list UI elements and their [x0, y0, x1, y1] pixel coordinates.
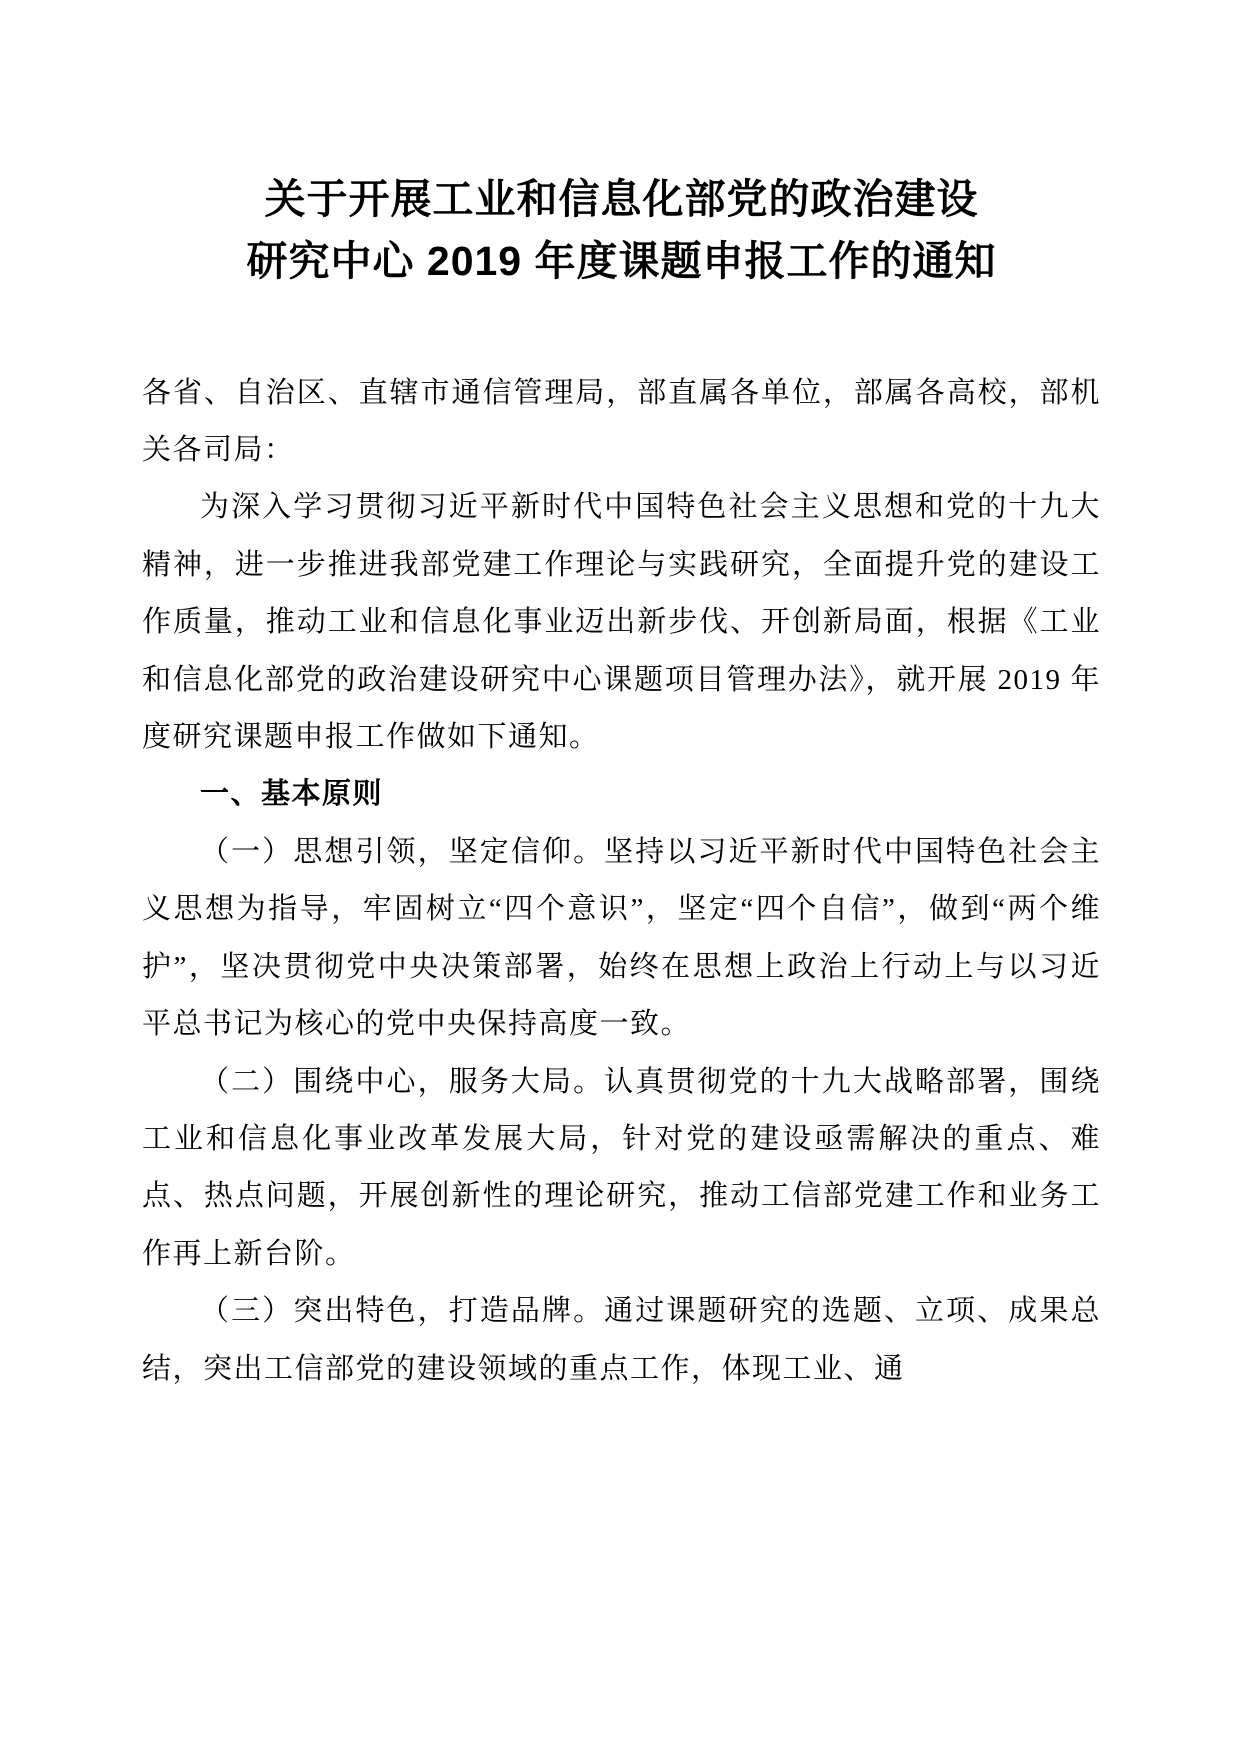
document-body: [142, 365, 1101, 1398]
title-line-2: 研究中心 2019 年度课题申报工作的通知: [246, 238, 997, 285]
document-title: [142, 168, 1101, 293]
paragraph: （二）围绕中心，服务大局。认真贯彻党的十九大战略部署，围绕工业和信息化事业改革发展大局，针对党的建设亟需解决的重点、难点、热点问题，开展创新性的理论研究，推动工信部党建工作和业务工作再上新台阶。: [142, 1065, 1101, 1270]
section-heading: 一、基本原则: [200, 778, 384, 811]
title-line-1: 关于开展工业和信息化部党的政治建设: [264, 176, 979, 222]
salutation: 各省、自治区、直辖市通信管理局，部直属各单位，部属各高校，部机关各司局：: [142, 376, 1101, 467]
paragraph-list: [142, 479, 1101, 1398]
paragraph: （一）思想引领，坚定信仰。坚持以习近平新时代中国特色社会主义思想为指导，牢固树立“四个意识”，坚定“四个自信”，做到“两个维护”，坚决贯彻党中央决策部署，始终在思想上政治上行动上与以习近平总书记为核心的党中央保持高度一致。: [142, 835, 1101, 1041]
paragraph: （三）突出特色，打造品牌。通过课题研究的选题、立项、成果总结，突出工信部党的建设领域的重点工作，体现工业、通: [142, 1295, 1101, 1385]
paragraph: 为深入学习贯彻习近平新时代中国特色社会主义思想和党的十九大精神，进一步推进我部党建工作理论与实践研究，全面提升党的建设工作质量，推动工业和信息化事业迈出新步伐、开创新局面，根据《工业和信息化部党的政治建设研究中心课题项目管理办法》，就开展 2019 年度研究课题申报工作做如下通知。: [142, 491, 1101, 754]
